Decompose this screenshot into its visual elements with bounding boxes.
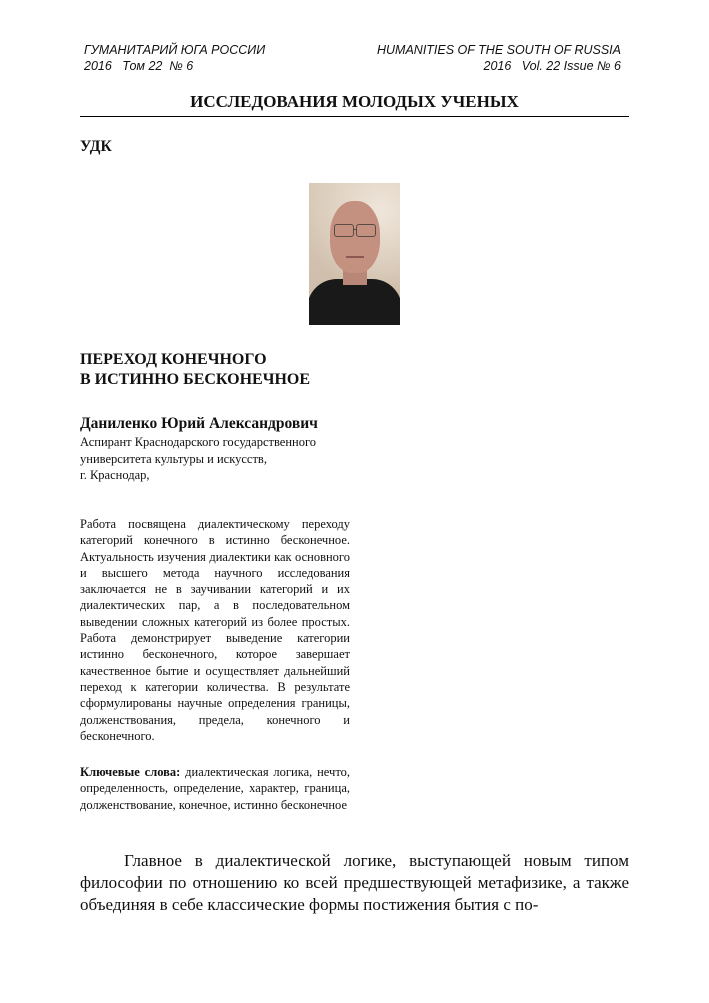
author-photo (309, 183, 400, 325)
author-name: Даниленко Юрий Александрович (80, 415, 318, 432)
photo-shirt (309, 279, 400, 325)
article-title-line2: В ИСТИННО БЕСКОНЕЧНОЕ (80, 371, 310, 388)
udk-label: УДК (80, 138, 112, 155)
photo-glasses-left (334, 224, 354, 237)
author-affiliation (80, 434, 360, 484)
journal-title-ru: ГУМАНИТАРИЙ ЮГА РОССИИ (84, 43, 266, 57)
photo-glasses-bridge (353, 229, 357, 230)
journal-header-en (377, 42, 621, 74)
journal-issue-ru: 2016 Том 22 № 6 (84, 59, 194, 73)
affiliation-line1: Аспирант Краснодарского государственного (80, 435, 317, 449)
section-rubric: ИССЛЕДОВАНИЯ МОЛОДЫХ УЧЕНЫХ (190, 92, 519, 111)
photo-face (330, 201, 380, 273)
header-divider (80, 116, 629, 117)
body-paragraph: Главное в диалектической логике, выступающей новым типом философии по отношению ко всей предшествующей метафизике, а также объединяя в себе классические формы постижения бытия с по- (80, 851, 629, 914)
journal-header-ru (84, 42, 265, 74)
affiliation-line2: университета культуры и искусств, (80, 451, 267, 466)
abstract: Работа посвящена диалектическому переходу категорий конечного в истинно бесконечное. Актуальность изучения диалектики как основного и высшего метода научного исследования заключается не в заучивании категорий и их диалектических пар, а в последовательном выведении сложных категорий из более простых. Работа демонстрирует выведение категории истинно бесконечного, которое завершает качественное бытие и осуществляет дальнейший переход к категории количества. В результате сформулированы научные определения границы, долженствования, предела, конечного и бесконечного. (80, 517, 350, 743)
keywords-label: Ключевые слова: (80, 765, 181, 779)
journal-title-en: HUMANITIES OF THE SOUTH OF RUSSIA (376, 43, 621, 57)
photo-glasses-right (356, 224, 376, 237)
keywords (80, 764, 350, 813)
article-title (80, 350, 310, 390)
affiliation-line3: г. Краснодар, (80, 468, 150, 482)
journal-issue-en: 2016 Vol. 22 Issue № 6 (483, 59, 621, 73)
keywords-list: диалектическая логика, нечто, определенность, определение, характер, граница, долженствование, конечное, истинно бесконечное (80, 765, 350, 812)
article-title-line1: ПЕРЕХОД КОНЕЧНОГО (80, 351, 267, 368)
photo-mouth (346, 256, 364, 258)
